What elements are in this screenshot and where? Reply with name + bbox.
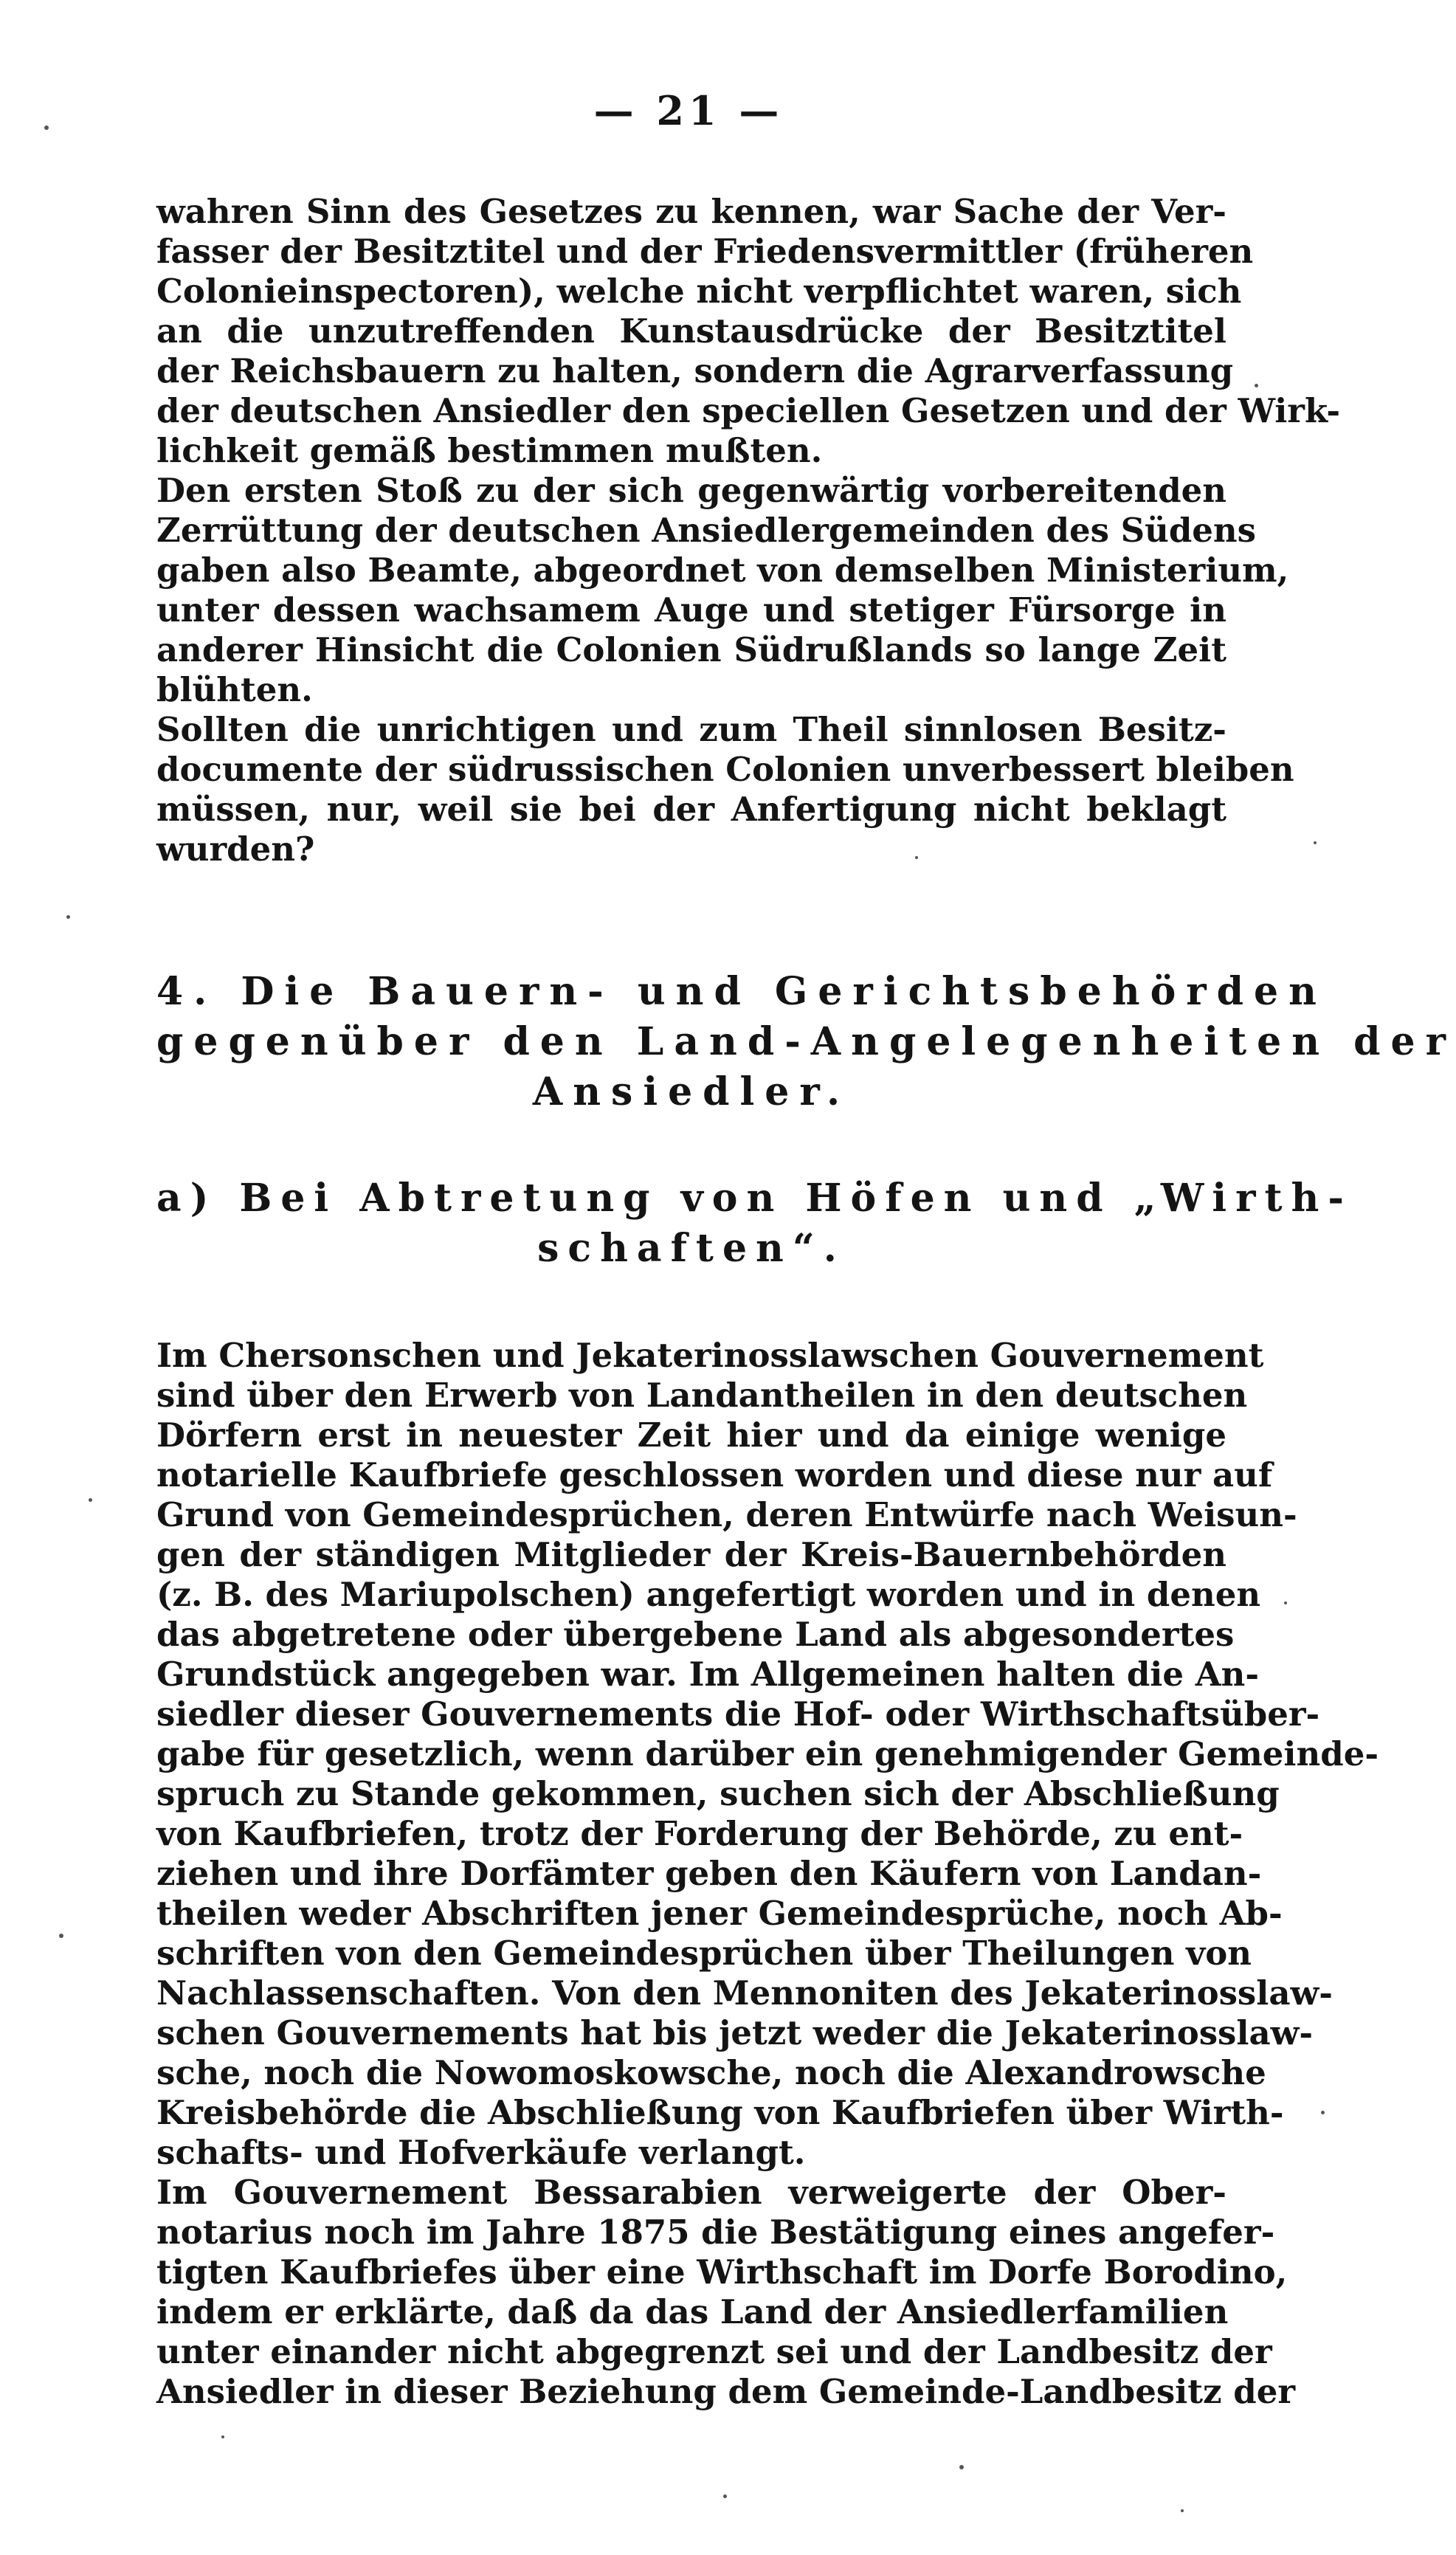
- text-line: gegenüber den Land-Angelegenheiten der: [156, 1019, 1456, 1064]
- subsection-heading-a: [156, 1173, 1353, 1274]
- text-line: wahren Sinn des Gesetzes zu kennen, war Sache der Ver-: [156, 192, 1226, 231]
- page-number: — 21 —: [593, 87, 784, 134]
- text-line: Kreisbehörde die Abschließung von Kaufbriefen über Wirth-: [156, 2093, 1284, 2132]
- scan-speck: [1284, 1601, 1287, 1604]
- text-line: sind über den Erwerb von Landantheilen in den deutschen: [156, 1376, 1248, 1415]
- text-line: notarielle Kaufbriefe geschlossen worden und diese nur auf: [156, 1455, 1273, 1494]
- scan-speck: [44, 125, 49, 130]
- text-line: der deutschen Ansiedler den speciellen Gesetzen und der Wirk-: [156, 391, 1341, 430]
- scan-speck: [1181, 2509, 1184, 2512]
- text-line: gaben also Beamte, abgeordnet von demselben Ministerium,: [156, 551, 1289, 590]
- text-line: gabe für gesetzlich, wenn darüber ein genehmigender Gemeinde-: [156, 1734, 1379, 1773]
- text-line: unter dessen wachsamem Auge und stetiger Fürsorge in: [156, 590, 1226, 630]
- text-line: Den ersten Stoß zu der sich gegenwärtig vorbereitenden: [156, 471, 1226, 510]
- text-line: blühten.: [156, 670, 313, 709]
- text-line: Ansiedler.: [532, 1069, 851, 1114]
- text-line: schaften“.: [537, 1226, 846, 1271]
- text-line: Colonieinspectoren), welche nicht verpflichtet waren, sich: [156, 272, 1242, 311]
- text-line: fasser der Besitztitel und der Friedensvermittler (früheren: [156, 232, 1254, 271]
- text-line: schriften von den Gemeindesprüchen über Theilungen von: [156, 1934, 1252, 1973]
- text-line: theilen weder Abschriften jener Gemeindesprüche, noch Ab-: [156, 1894, 1283, 1933]
- text-line: notarius noch im Jahre 1875 die Bestätigung eines angefer-: [156, 2213, 1275, 2252]
- scan-speck: [221, 2435, 224, 2438]
- scan-speck: [89, 1498, 92, 1502]
- text-line: indem er erklärte, daß da das Land der Ansiedlerfamilien: [156, 2292, 1229, 2331]
- text-line: an die unzutreffenden Kunstausdrücke der Besitztitel: [156, 311, 1226, 351]
- text-line: anderer Hinsicht die Colonien Südrußlands so lange Zeit: [156, 630, 1226, 669]
- text-line: documente der südrussischen Colonien unverbessert bleiben: [156, 750, 1294, 789]
- text-line: Zerrüttung der deutschen Ansiedlergemeinden des Südens: [156, 511, 1256, 550]
- text-line: Im Chersonschen und Jekaterinosslawschen Gouvernement: [156, 1336, 1264, 1375]
- scan-speck: [959, 2465, 964, 2469]
- text-line: Im Gouvernement Bessarabien verweigerte der Ober-: [156, 2173, 1226, 2212]
- text-line: sche, noch die Nowomoskowsche, noch die Alexandrowsche: [156, 2053, 1266, 2092]
- text-line: Grund von Gemeindesprüchen, deren Entwürfe nach Weisun-: [156, 1495, 1297, 1534]
- text-line: ziehen und ihre Dorfämter geben den Käufern von Landan-: [156, 1854, 1262, 1893]
- text-line: siedler dieser Gouvernements die Hof- oder Wirthschaftsüber-: [156, 1694, 1320, 1734]
- text-line: gen der ständigen Mitglieder der Kreis-Bauernbehörden: [156, 1535, 1226, 1574]
- text-line: das abgetretene oder übergebene Land als abgesondertes: [156, 1615, 1235, 1654]
- text-line: Grundstück angegeben war. Im Allgemeinen halten die An-: [156, 1655, 1260, 1694]
- text-line: tigten Kaufbriefes über eine Wirthschaft im Dorfe Borodino,: [156, 2252, 1288, 2292]
- text-line: unter einander nicht abgegrenzt sei und der Landbesitz der: [156, 2332, 1272, 2371]
- scan-speck: [723, 2494, 727, 2498]
- text-line: der Reichsbauern zu halten, sondern die Agrarverfassung: [156, 351, 1234, 390]
- paragraph-block-bottom: [156, 1336, 1379, 2412]
- text-line: a) Bei Abtretung von Höfen und „Wirth-: [156, 1176, 1353, 1221]
- text-line: von Kaufbriefen, trotz der Forderung der Behörde, zu ent-: [156, 1814, 1243, 1853]
- text-line: (z. B. des Mariupolschen) angefertigt worden und in denen: [156, 1575, 1261, 1614]
- scan-speck: [1314, 841, 1317, 844]
- text-line: Sollten die unrichtigen und zum Theil sinnlosen Besitz-: [156, 710, 1226, 749]
- section-heading-4: [156, 967, 1456, 1117]
- scan-speck: [1321, 2111, 1325, 2114]
- text-line: schafts- und Hofverkäufe verlangt.: [156, 2133, 806, 2172]
- scan-speck: [59, 1934, 63, 1938]
- scan-speck: [1255, 384, 1258, 387]
- text-line: lichkeit gemäß bestimmen mußten.: [156, 431, 823, 470]
- text-line: 4. Die Bauern- und Gerichtsbehörden: [156, 969, 1327, 1014]
- scan-speck: [915, 856, 918, 859]
- paragraph-block-top: [156, 192, 1341, 869]
- text-line: wurden?: [156, 830, 315, 869]
- text-line: Dörfern erst in neuester Zeit hier und da einige wenige: [156, 1416, 1226, 1455]
- text-line: spruch zu Stande gekommen, suchen sich der Abschließung: [156, 1774, 1280, 1813]
- text-line: schen Gouvernements hat bis jetzt weder die Jekaterinosslaw-: [156, 2013, 1314, 2052]
- text-line: müssen, nur, weil sie bei der Anfertigung nicht beklagt: [156, 790, 1226, 829]
- text-line: Nachlassenschaften. Von den Mennoniten des Jekaterinosslaw-: [156, 1973, 1333, 2013]
- text-line: Ansiedler in dieser Beziehung dem Gemeinde-Landbesitz der: [156, 2372, 1296, 2411]
- scan-speck: [66, 915, 70, 919]
